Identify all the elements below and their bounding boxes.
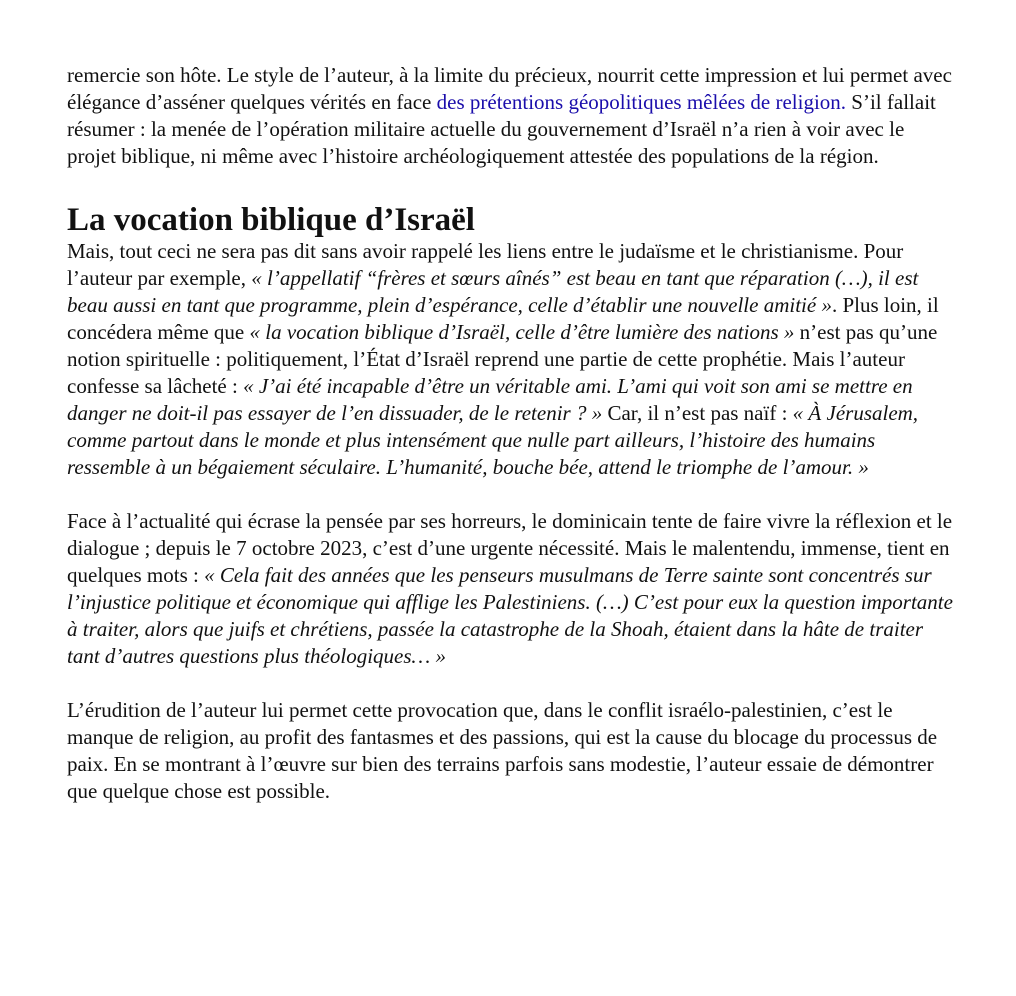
intro-paragraph bbox=[67, 62, 957, 170]
vocation-text-1: Mais, tout ceci ne sera pas dit sans avoir rappelé les liens entre le judaïsme et le christianisme. Pour l’auteur par exemple, bbox=[67, 239, 904, 290]
vocation-quote-4: « À Jérusalem, comme partout dans le monde et plus intensément que nulle part ailleurs, l’histoire des humains ressemble à un bégaiement séculaire. L’humanité, bouche bée, attend le triomphe de l’amour. » bbox=[67, 401, 919, 479]
vocation-quote-3: « J’ai été incapable d’être un véritable ami. L’ami qui voit son ami se mettre en danger ne doit-il pas essayer de l’en dissuader, de le retenir ? » bbox=[67, 374, 913, 425]
vocation-text-2: . Plus loin, il concédera même que bbox=[67, 293, 939, 344]
dialogue-text-1: Face à l’actualité qui écrase la pensée par ses horreurs, le dominicain tente de faire vivre la réflexion et le dialogue ; depuis le 7 octobre 2023, c’est d’une urgente nécessité. Mais le malentendu, immense, tient en quelques mots : bbox=[67, 509, 953, 587]
vocation-paragraph bbox=[67, 238, 957, 481]
vocation-quote-2: « la vocation biblique d’Israël, celle d’être lumière des nations » bbox=[249, 320, 795, 344]
section-heading: La vocation biblique d’Israël bbox=[67, 202, 475, 238]
vocation-quote-1: « l’appellatif “frères et sœurs aînés” est beau en tant que réparation (…), il est beau aussi en tant que programme, plein d’espérance, celle d’établir une nouvelle amitié » bbox=[67, 266, 919, 317]
article-body bbox=[67, 62, 957, 805]
vocation-text-4: Car, il n’est pas naïf : bbox=[602, 401, 793, 425]
intro-text-before-link: remercie son hôte. Le style de l’auteur, à la limite du précieux, nourrit cette impression et lui permet avec élégance d’asséner quelques vérités en face bbox=[67, 63, 952, 114]
intro-text-after-link: S’il fallait résumer : la menée de l’opération militaire actuelle du gouvernement d’Israël n’a rien à voir avec le projet biblique, ni même avec l’histoire archéologiquement attestée des populations de la région. bbox=[67, 90, 936, 168]
geopolitics-link[interactable]: des prétentions géopolitiques mêlées de religion. bbox=[436, 90, 847, 114]
dialogue-paragraph bbox=[67, 508, 957, 670]
erudition-paragraph: L’érudition de l’auteur lui permet cette provocation que, dans le conflit israélo-palestinien, c’est le manque de religion, au profit des fantasmes et des passions, qui est la cause du blocage du processus de paix. En se montrant à l’œuvre sur bien des terrains parfois sans modestie, l’auteur essaie de démontrer que quelque chose est possible. bbox=[67, 698, 938, 803]
vocation-text-3: n’est pas qu’une notion spirituelle : politiquement, l’État d’Israël reprend une partie de cette prophétie. Mais l’auteur confesse sa lâcheté : bbox=[67, 320, 938, 398]
dialogue-quote-1: « Cela fait des années que les penseurs musulmans de Terre sainte sont concentrés sur l’injustice politique et économique qui afflige les Palestiniens. (…) C’est pour eux la question importante à traiter, alors que juifs et chrétiens, passée la catastrophe de la Shoah, étaient dans la hâte de traiter tant d’autres questions plus théologiques… » bbox=[67, 563, 953, 668]
